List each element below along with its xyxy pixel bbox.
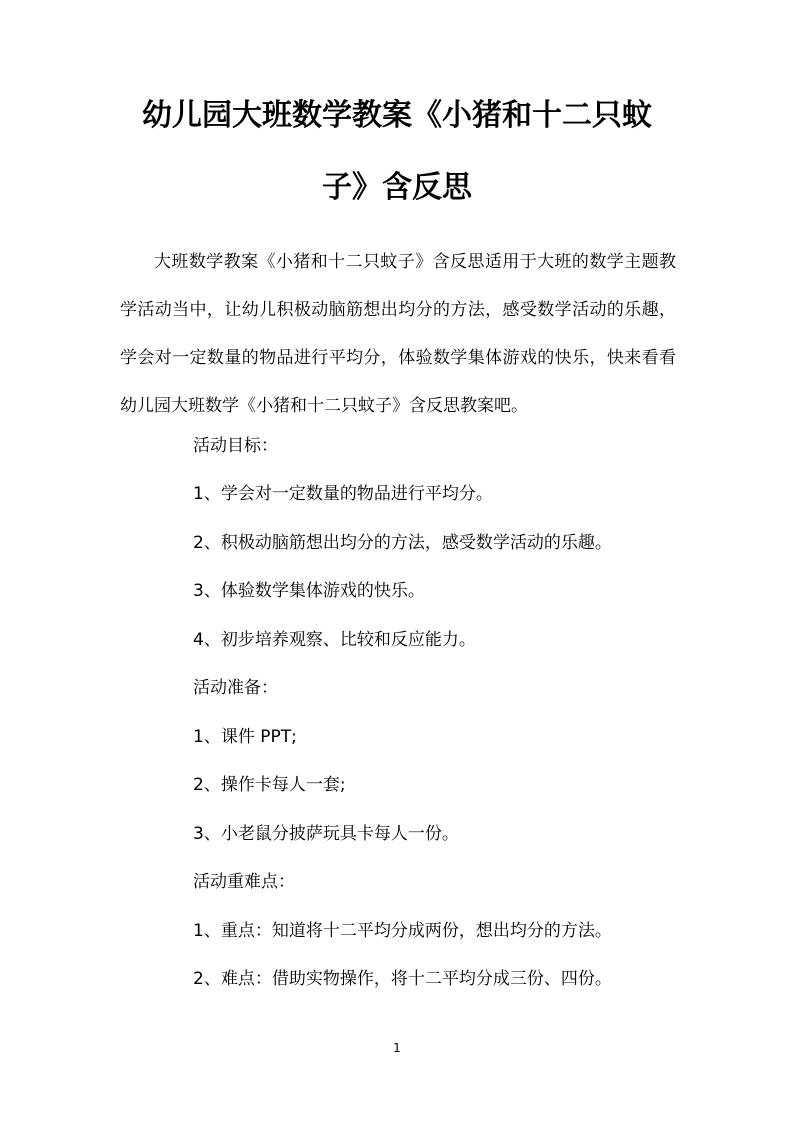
preparation-item: 2、操作卡每人一套; bbox=[193, 775, 346, 795]
goal-item: 4、初步培养观察、比较和反应能力。 bbox=[193, 630, 476, 650]
goal-item: 3、体验数学集体游戏的快乐。 bbox=[193, 581, 425, 601]
page-number: 1 bbox=[393, 1041, 401, 1055]
preparation-item: 3、小老鼠分披萨玩具卡每人一份。 bbox=[193, 824, 459, 844]
section-heading-goals: 活动目标： bbox=[193, 436, 278, 456]
preparation-item: 1、课件 PPT; bbox=[193, 727, 297, 747]
document-title-line-2: 子》含反思 bbox=[322, 170, 472, 205]
intro-paragraph: 大班数学教案《小猪和十二只蚊子》含反思适用于大班的数学主题教学活动当中，让幼儿积极动脑筋想出均分的方法，感受数学活动的乐趣，学会对一定数量的物品进行平均分，体验数学集体游戏的快乐，快来看看幼儿园大班数学《小猪和十二只蚊子》含反思教案吧。 bbox=[120, 252, 676, 416]
section-heading-preparation: 活动准备： bbox=[193, 678, 278, 698]
goal-item: 2、积极动脑筋想出均分的方法，感受数学活动的乐趣。 bbox=[193, 533, 612, 553]
goal-item: 1、学会对一定数量的物品进行平均分。 bbox=[193, 484, 493, 504]
key-point-item: 1、重点：知道将十二平均分成两份，想出均分的方法。 bbox=[193, 921, 612, 941]
section-heading-key-points: 活动重难点： bbox=[193, 872, 295, 892]
key-point-item: 2、难点：借助实物操作，将十二平均分成三份、四份。 bbox=[193, 969, 612, 989]
document-title-line-1: 幼儿园大班数学教案《小猪和十二只蚊 bbox=[142, 98, 652, 133]
